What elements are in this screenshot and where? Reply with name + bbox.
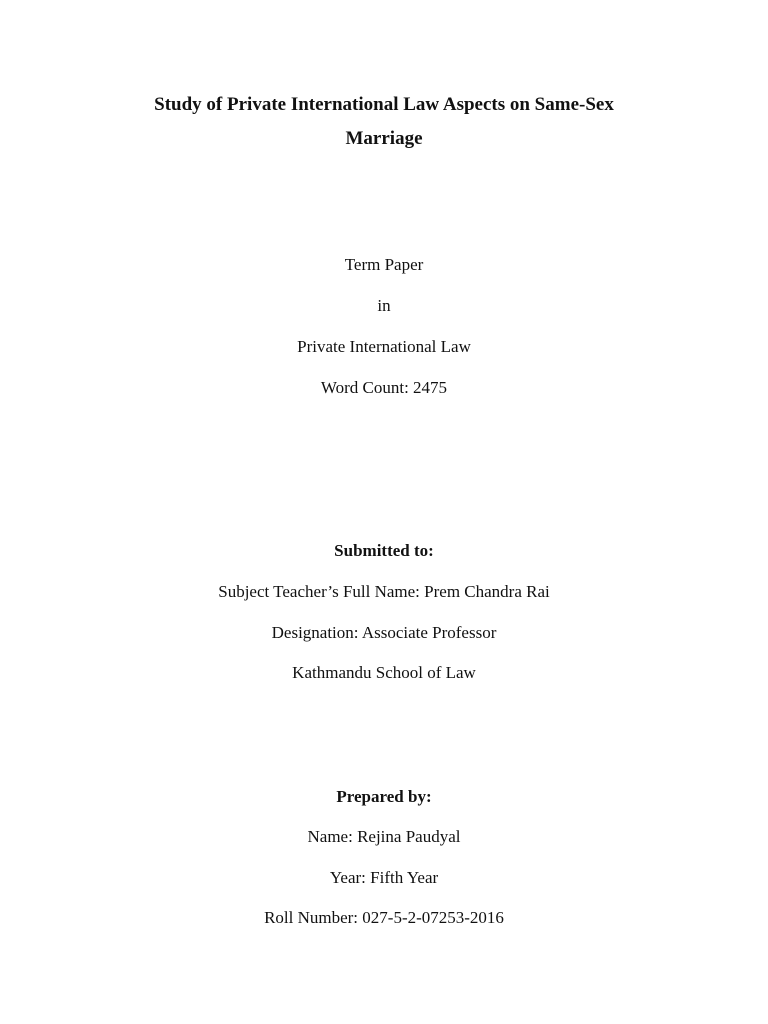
word-count: Word Count: 2475: [320, 378, 448, 397]
title-line-1: Study of Private International Law Aspects on Same-Sex: [154, 94, 614, 115]
paper-connector: in: [377, 296, 391, 315]
paper-subject: Private International Law: [297, 337, 471, 356]
paper-type: Term Paper: [344, 255, 424, 274]
prepared-by-heading: Prepared by:: [336, 787, 432, 806]
student-name: Name: Rejina Paudyal: [307, 827, 461, 846]
student-roll-number: Roll Number: 027-5-2-07253-2016: [264, 908, 504, 927]
teacher-name: Subject Teacher’s Full Name: Prem Chandra Rai: [218, 582, 550, 601]
student-year: Year: Fifth Year: [329, 868, 439, 887]
title-line-2: Marriage: [345, 128, 423, 149]
submitted-to-heading: Submitted to:: [334, 541, 434, 560]
institution-name: Kathmandu School of Law: [292, 663, 476, 682]
teacher-designation: Designation: Associate Professor: [271, 623, 497, 642]
